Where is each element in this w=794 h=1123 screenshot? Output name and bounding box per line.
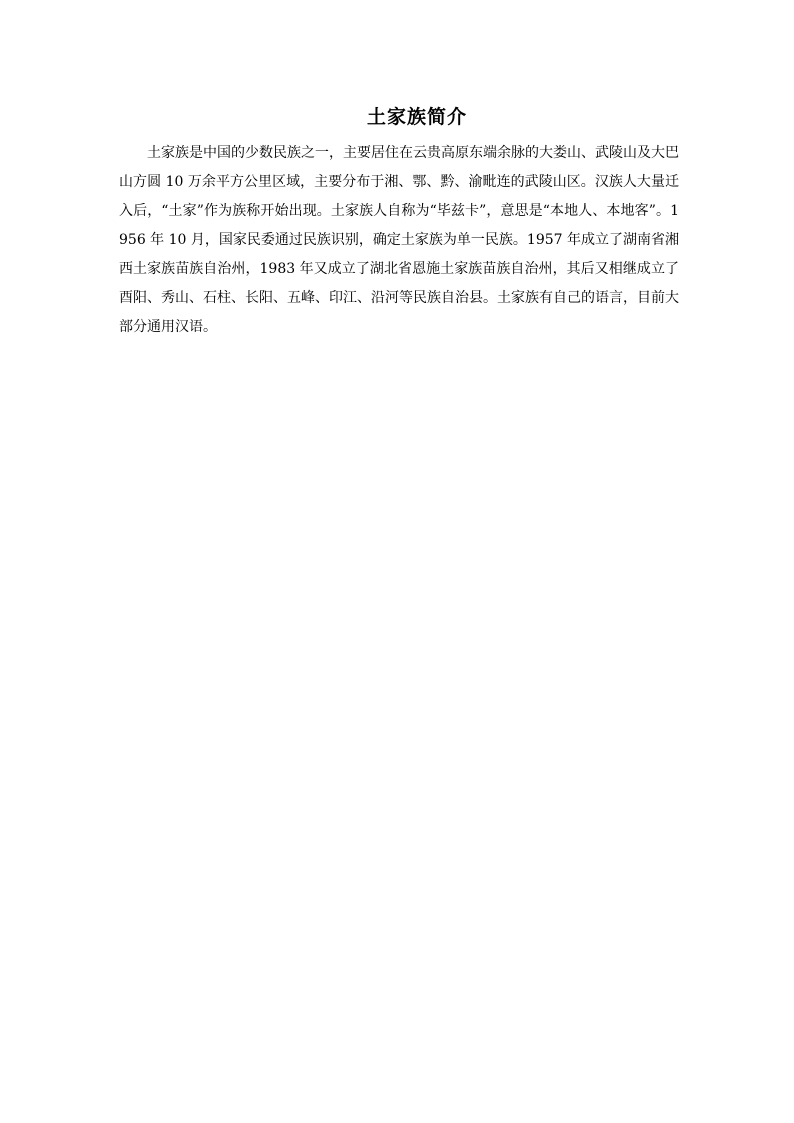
body-paragraph: 土家族是中国的少数民族之一，主要居住在云贵高原东端余脉的大娄山、武陵山及大巴山方圆 10 万余平方公里区域，主要分布于湘、鄂、黔、渝毗连的武陵山区。汉族人大量迁入后，“土家”作为族称开始出现。土家族人自称为“毕兹卡”，意思是“本地人、本地客”。1956 年 10 月，国家民委通过民族识别，确定土家族为单一民族。1957 年成立了湖南省湘西土家族苗族自治州，1983 年又成立了湖北省恩施土家族苗族自治州，其后又相继成立了酉阳、秀山、石柱、长阳、五峰、印江、沿河等民族自治县。土家族有自己的语言，目前大部分通用汉语。: [119, 145, 679, 335]
document-title: 土家族简介: [366, 106, 467, 128]
